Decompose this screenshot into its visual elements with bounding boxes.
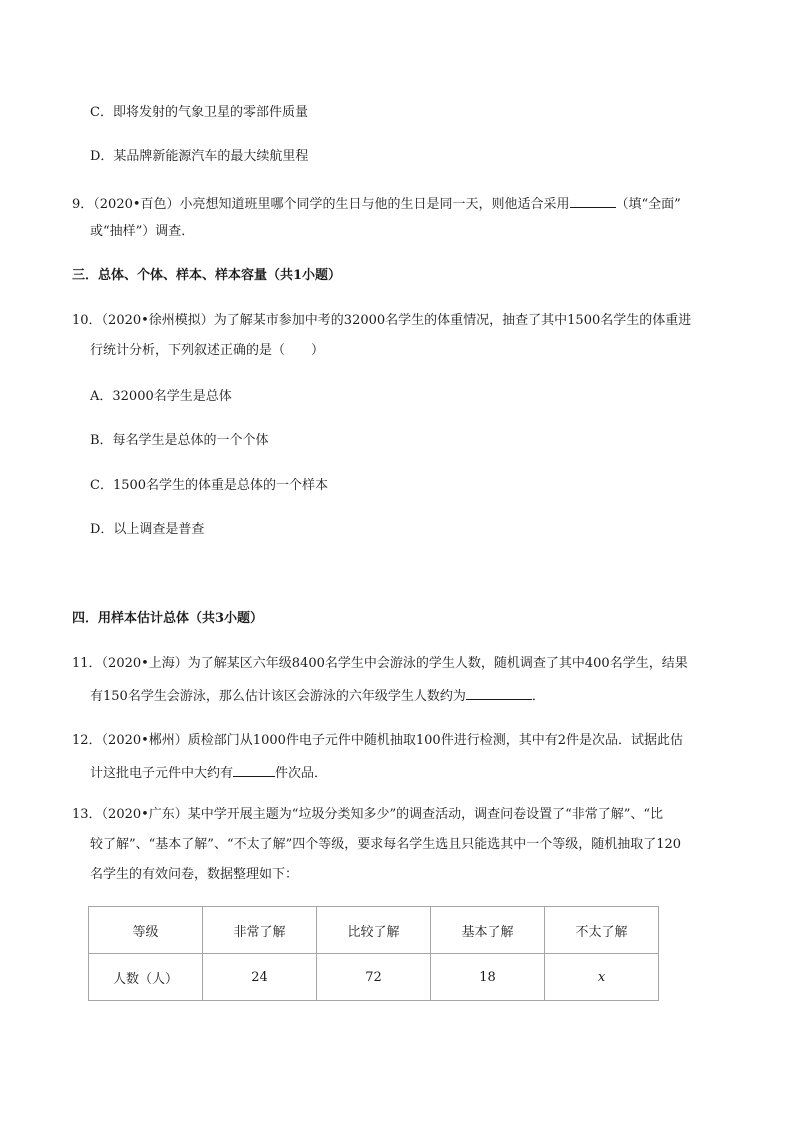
q11-text-b: ． bbox=[531, 689, 545, 704]
q9-line1 bbox=[72, 193, 681, 214]
table-header-row bbox=[89, 907, 659, 954]
q13-line2: 较了解”、“基本了解”、“不太了解”四个等级，要求每名学生选且只能选其中一个等级，随机抽取了120 bbox=[90, 837, 682, 852]
table-header-cell: 非常了解 bbox=[203, 907, 317, 954]
q10-option-b: B．每名学生是总体的一个个体 bbox=[90, 433, 269, 448]
q12-answer-blank[interactable] bbox=[233, 762, 275, 777]
q10-option-d: D．以上调查是普查 bbox=[90, 522, 205, 537]
q10-line1: 10．（2020•徐州模拟）为了解某市参加中考的32000名学生的体重情况，抽查了其中1500名学生的体重进 bbox=[72, 313, 692, 328]
q13-line1: 13．（2020•广东）某中学开展主题为“垃圾分类知多少”的调查活动，调查问卷设置了“非常了解”、“比 bbox=[72, 807, 664, 822]
section3-title: 三．总体、个体、样本、样本容量（共1小题） bbox=[72, 268, 342, 283]
q12-line1: 12．（2020•郴州）质检部门从1000件电子元件中随机抽取100件进行检测，其中有2件是次品．试据此估 bbox=[72, 733, 683, 748]
table-cell: 人数（人） bbox=[89, 954, 203, 1001]
q10-option-a: A．32000名学生是总体 bbox=[90, 389, 232, 404]
q11-text-a: 有150名学生会游泳，那么估计该区会游泳的六年级学生人数约为 bbox=[90, 689, 466, 704]
q11-answer-blank[interactable] bbox=[466, 685, 532, 700]
q11-line1: 11．（2020•上海）为了解某区六年级8400名学生中会游泳的学生人数，随机调查了其中400名学生，结果 bbox=[72, 656, 688, 671]
q12-text-a: 计这批电子元件中大约有 bbox=[90, 766, 234, 781]
table-header-cell: 基本了解 bbox=[431, 907, 545, 954]
table-cell: 18 bbox=[431, 954, 545, 1001]
q9-text-a: 9．（2020•百色）小亮想知道班里哪个同学的生日与他的生日是同一天，则他适合采用 bbox=[72, 197, 570, 212]
table-header-cell: 等级 bbox=[89, 907, 203, 954]
table-header-cell: 不太了解 bbox=[545, 907, 659, 954]
q13-data-table bbox=[88, 906, 659, 1001]
q10-line2: 行统计分析，下列叙述正确的是（ ） bbox=[90, 343, 325, 358]
q12-line2 bbox=[90, 762, 327, 783]
table-cell-variable: x bbox=[545, 954, 659, 1001]
q8-option-d: D．某品牌新能源汽车的最大续航里程 bbox=[90, 149, 309, 164]
table-cell: 72 bbox=[317, 954, 431, 1001]
q9-text-b: （填“全面” bbox=[615, 197, 681, 212]
q13-line3: 名学生的有效问卷，数据整理如下： bbox=[90, 867, 299, 882]
q11-line2 bbox=[90, 685, 545, 706]
q9-answer-blank[interactable] bbox=[570, 193, 616, 208]
q9-line2: 或“抽样”）调查． bbox=[90, 224, 195, 239]
table-row bbox=[89, 954, 659, 1001]
table-cell: 24 bbox=[203, 954, 317, 1001]
section4-title: 四．用样本估计总体（共3小题） bbox=[72, 611, 264, 626]
table-header-cell: 比较了解 bbox=[317, 907, 431, 954]
q8-option-c: C．即将发射的气象卫星的零部件质量 bbox=[90, 105, 308, 120]
q10-option-c: C．1500名学生的体重是总体的一个样本 bbox=[90, 478, 329, 493]
q12-text-b: 件次品． bbox=[275, 766, 328, 781]
